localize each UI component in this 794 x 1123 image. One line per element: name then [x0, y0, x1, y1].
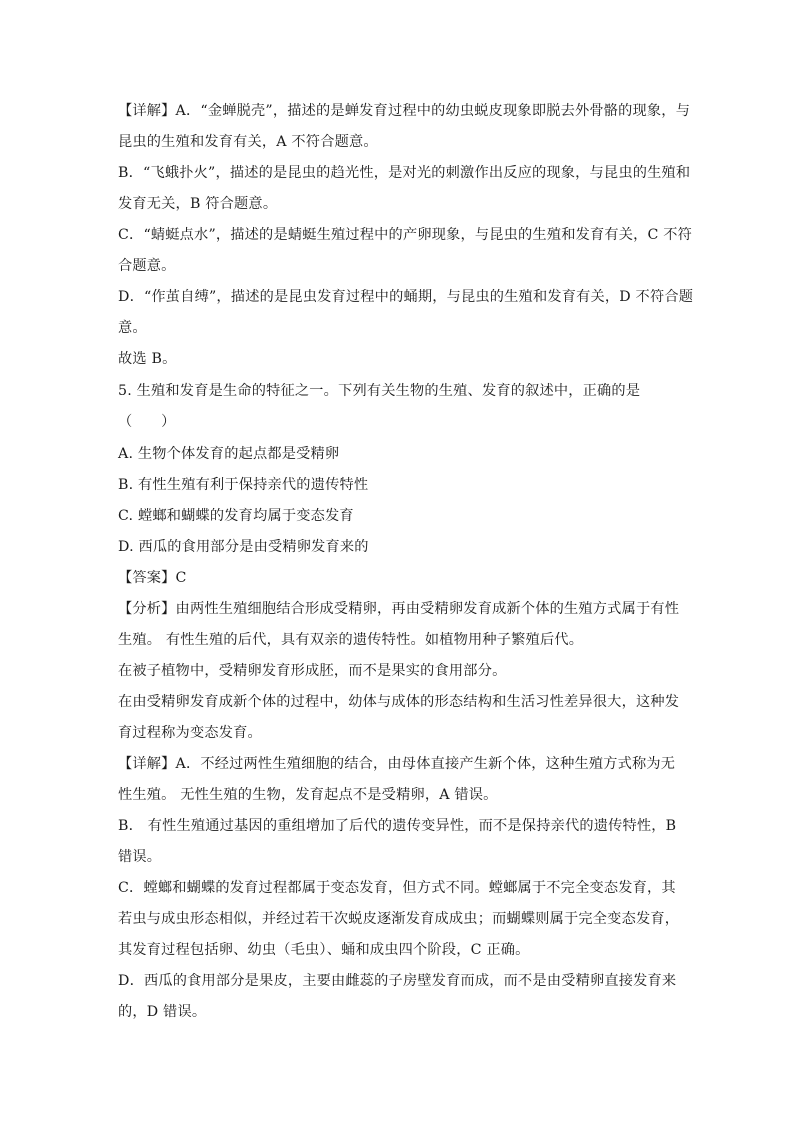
analysis-line2: 生殖。 有性生殖的后代，具有双亲的遗传特性。如植物用种子繁殖后代。 — [118, 632, 584, 648]
detail-5-d-line2: 的，D 错误。 — [118, 1004, 207, 1020]
detail-5-c-line2: 若虫与成虫形态相似，并经过若干次蜕皮逐渐发育成成虫；而蝴蝶则属于完全变态发育， — [118, 911, 680, 927]
explanation-c-line2: 合题意。 — [118, 258, 176, 274]
explanation-b-line1: B．“飞蛾扑火”，描述的是昆虫的趋光性，是对光的刺激作出反应的现象，与昆虫的生殖和 — [118, 165, 691, 181]
detail-explanation-a-line2: 昆虫的生殖和发育有关，A 不符合题意。 — [118, 134, 378, 150]
detail-5-b-line1: B． 有性生殖通过基因的重组增加了后代的遗传变异性，而不是保持亲代的遗传特性，B — [118, 818, 677, 834]
detail-explanation-a-line1: 【详解】A．“金蝉脱壳”，描述的是蝉发育过程中的幼虫蜕皮现象即脱去外骨骼的现象，与 — [118, 103, 691, 119]
detail-5-a-line2: 性生殖。 无性生殖的生物，发育起点不是受精卵，A 错误。 — [118, 787, 498, 803]
analysis-line5: 育过程称为变态发育。 — [118, 725, 262, 741]
explanation-b-line2: 发育无关，B 符合题意。 — [118, 196, 278, 212]
detail-5-d-line1: D．西瓜的食用部分是果皮，主要由雌蕊的子房壁发育而成，而不是由受精卵直接发育来 — [118, 973, 677, 989]
explanation-d-line1: D．“作茧自缚”，描述的是昆虫发育过程中的蛹期，与昆虫的生殖和发育有关，D 不符合题 — [118, 289, 694, 305]
answer-line: 【答案】C — [118, 570, 187, 586]
detail-5-a-line1: 【详解】A．不经过两性生殖细胞的结合，由母体直接产生新个体，这种生殖方式称为无 — [118, 756, 676, 772]
question-5-stem: 5. 生殖和发育是生命的特征之一。下列有关生物的生殖、发育的叙述中，正确的是 — [118, 383, 641, 399]
option-c: C. 螳螂和蝴蝶的发育均属于变态发育 — [118, 508, 354, 524]
option-b: B. 有性生殖有利于保持亲代的遗传特性 — [118, 477, 369, 493]
explanation-c-line1: C．“蜻蜓点水”，描述的是蜻蜓生殖过程中的产卵现象，与昆虫的生殖和发育有关，C 不符 — [118, 227, 693, 243]
conclusion-line: 故选 B。 — [118, 351, 177, 367]
option-a: A. 生物个体发育的起点都是受精卵 — [118, 446, 340, 462]
detail-5-b-line2: 错误。 — [118, 849, 162, 865]
detail-5-c-line1: C．螳螂和蝴蝶的发育过程都属于变态发育，但方式不同。螳螂属于不完全变态发育，其 — [118, 880, 676, 896]
detail-5-c-line3: 其发育过程包括卵、幼虫（毛虫）、蛹和成虫四个阶段，C 正确。 — [118, 942, 530, 958]
analysis-line1: 【分析】由两性生殖细胞结合形成受精卵，再由受精卵发育成新个体的生殖方式属于有性 — [118, 601, 680, 617]
explanation-d-line2: 意。 — [118, 320, 147, 336]
question-5-blank: （ ） — [118, 414, 176, 430]
analysis-line4: 在由受精卵发育成新个体的过程中，幼体与成体的形态结构和生活习性差异很大，这种发 — [118, 694, 680, 710]
option-d: D. 西瓜的食用部分是由受精卵发育来的 — [118, 539, 369, 555]
analysis-line3: 在被子植物中，受精卵发育形成胚，而不是果实的食用部分。 — [118, 663, 507, 679]
